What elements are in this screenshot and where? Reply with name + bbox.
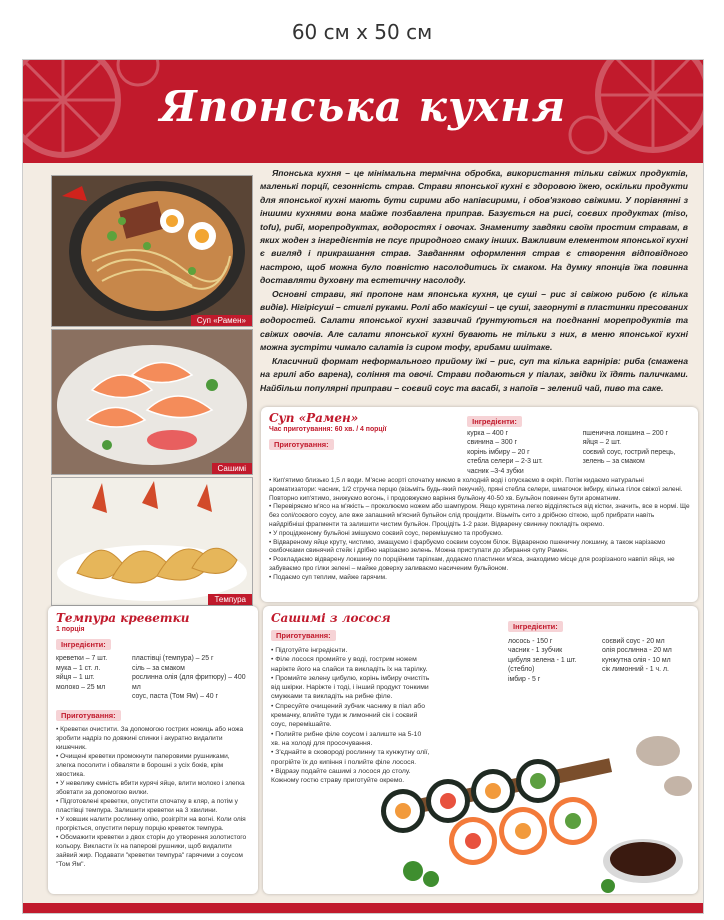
ingredient-item: сіль – за смаком <box>132 664 185 672</box>
ingredient-item: свинина – 300 г <box>467 439 517 447</box>
ingredient-item: мука – 1 ст. л. <box>56 664 101 672</box>
header-banner <box>23 60 703 163</box>
photo-label-tempura: Темпура <box>208 594 252 605</box>
ramen-prep-label: Приготування: <box>269 439 334 450</box>
intro-paragraph: Класичний формат неформального прийому їжі – рис, суп та кілька гарнірів: риба (смажена на грилі або варена), соління та овочі. Страви подаються у піалах, звідки їх їдять паличками. Найбільш популярні приправи – соєвий соус та васабі, з напоїв – зелений чай, пиво та саке. <box>260 355 688 393</box>
step-item: • Обсмажити креветки з двох сторін до утворення золотистого кольору. Викласти їх на паперові рушники, щоб видалити зайвий жир. Подавати "креветки темпура" гарячими з соусом "Том Ям". <box>56 834 247 869</box>
ingredient-item: імбир - 5 г <box>508 675 541 683</box>
ramen-title: Суп «Рамен» <box>269 411 359 425</box>
tempura-ing-label: Інгредієнти: <box>56 639 111 650</box>
tempura-prep-label: Приготування: <box>56 710 121 721</box>
photo-label-ramen: Суп «Рамен» <box>191 315 252 326</box>
photo-tempura <box>51 477 253 606</box>
ingredient-item: часник - 1 зубчик <box>508 647 563 655</box>
ramen-recipe-card <box>261 407 698 602</box>
ingredient-item: пшенична локшина – 200 г <box>582 430 668 437</box>
photo-sashimi <box>51 329 253 475</box>
ramen-time: Час приготування: 60 хв. / 4 порції <box>269 426 387 433</box>
poster <box>22 59 704 914</box>
poster-title: Японська кухня <box>159 82 567 131</box>
step-item: • У невелику ємність вбити курячі яйце, влити молоко і злегка збовтати за допомогою вилки. <box>56 780 245 797</box>
step-item: • Полийте рибне філе соусом і залиште на 5-10 хв. на холоді для просочування. <box>271 730 422 747</box>
tempura-ingredients <box>56 654 250 701</box>
ingredient-item: яйця – 2 шт. <box>582 439 622 447</box>
ramen-ingredients <box>467 429 690 476</box>
step-item: • Очищені креветки промокнути паперовими рушниками, злегка посолити і обваляти в борошні з усіх боків, крім хвостика. <box>56 753 230 779</box>
step-item: • Креветки очистити. За допомогою гострих ножиць або ножа зробити надріз по довжині спинки і акуратно видалити кишечник. <box>56 726 244 752</box>
sashimi-prep-label: Приготування: <box>271 630 336 641</box>
ingredient-item: кунжутна олія - 10 мл <box>602 656 671 664</box>
step-item: • З'єднайте в сковороді рослинну та кунжутну олії, прогрійте їх до кипіння і полийте філе лосося. <box>271 749 430 766</box>
sashimi-ingredients <box>508 637 688 684</box>
ingredient-item: стебла селери – 2-3 шт. <box>467 458 543 466</box>
ingredient-item: рослинна олія (для фритюру) – 400 мл <box>132 674 246 691</box>
ingredient-item: соєвий соус - 20 мл <box>602 638 665 645</box>
tempura-shrimp-image <box>52 478 252 605</box>
step-item: • У ковшик налити рослинну олію, розігріти на вогні. Коли олія прогріється, опустити першу порцію креветок темпура. <box>56 816 246 833</box>
sashimi-recipe-card <box>263 606 698 894</box>
ingredient-item: корінь імбиру – 20 г <box>467 448 530 456</box>
step-item: • Підготовлені креветки, опустити спочатку в кляр, а потім у пластівці темпура. Залишити креветки на 3 хвилини. <box>56 798 238 815</box>
ingredient-item: пластівці (темпура) – 25 г <box>132 655 214 663</box>
ingredient-item: лосось - 150 г <box>508 638 553 645</box>
step-item: • Перевіряємо м'ясо на м'якість – проколюємо ножем або шампуром. Якщо курятина легко відділяється від кістки, значить, все в нормі. Ще без солі/соєвого соусу, але вже запашний м'ясний бульйон слід процідити. Візьміть сито з дрібною сіткою, щоб прибрати навіть найдрібніші фрагменти та залишити чистим бульйон. Процідіть 1-2 рази. Відварену свинину покладіть окремо. <box>269 503 690 529</box>
intro-paragraph: Основні страви, які пропоне нам японська кухня, це суші – рис зі свіжою рибою (є кілька видів). Нігірісуші – стиглі руками. Ролі або макісуші – це суші, загорнуті в пластинки пресованих водоростей. Салати японської кухні зазвичай ґрунтуються на поєднанні морепродуктів та свіжих овочів. Але салати японської кухні бувають не тільки з них, в меню японської кухні можна зустріти чимало салатів із сиром тофу, грибами шиітаке. <box>260 288 688 353</box>
step-item: • Кип'ятимо близько 1,5 л води. М'ясне асорті спочатку миємо в холодній воді і опускаємо в окріп. Потім кидаємо натуральні ароматизатори: часник, 1/2 стручка перцю (візьміть будь-який пекучий), пряні стебла селери, шматочок імбиру, кілька гілок свіжої зелені. Повторно кип'ятимо, знижуємо вогонь, і продовжуємо варіння бульйону 40-50 хв. Бульйон повинен бути ароматним. <box>269 477 683 502</box>
tempura-recipe-card <box>48 606 258 894</box>
sashimi-ing-label: Інгредієнти: <box>508 621 563 632</box>
ingredient-item: сік лимонний - 1 ч. л. <box>602 666 669 674</box>
ingredient-item: соус, паста (Том Ям) – 40 г <box>132 693 218 701</box>
ingredient-item: яйця – 1 шт. <box>56 674 95 682</box>
ingredient-item: часник –3-4 зубки <box>467 467 524 475</box>
poster-size-label: 60 см х 50 см <box>291 20 433 44</box>
tempura-title: Темпура креветки <box>56 611 190 625</box>
step-item: • Промийте зелену цибулю, корінь імбиру очистіть від шкірки. Наріжте і тоді, і інший продукт тонкими смужками та викладіть на рибне філе. <box>271 674 430 701</box>
ingredient-item: креветки – 7 шт. <box>56 655 108 663</box>
step-item: • Підготуйте інгредієнти. <box>271 647 348 654</box>
photo-ramen <box>51 175 253 327</box>
intro-paragraph: Японська кухня – це мінімальна термічна обробка, використання тільки свіжих продуктів, маленькі порції, сезонність страв. Страви японської кухні є здоровою їжею, оскільки продукти для японської кухні мають бути сирими або напівсирими, і обов'язково свіжими. У порівнянні з іншими кухнями вона майже позбавлена приправ. Базується на рисі, соєвих продуктах (miso, tofu), рибі, морепродуктах, водоростях і овочах. Знамениту завдяки своїм простим стравам, в яких жоден з інгредієнтів не псує природного смаку інших. Важливим елементом японської кухні є вигляд і прикрашання страв. Завданням оформлення страв є створення відповідного настрою, щоб можна було повністю насолодитись їх смаком. На думку японців їжа повинна доставляти духовну та естетичну насолоду. <box>260 168 688 286</box>
footer-bar <box>23 903 703 913</box>
intro-text <box>260 167 688 395</box>
ingredient-item: цибуля зелена - 1 шт. (стебло) <box>508 656 577 674</box>
step-item: • Відразу подайте сашимі з лосося до столу. Кожному гостю страву приготуйте окремо. <box>271 767 411 785</box>
tempura-portion: 1 порція <box>56 626 85 633</box>
tempura-steps <box>56 725 250 869</box>
step-item: • У процідженому бульйоні змішуємо соєвий соус, перемішуємо та пробуємо. <box>269 529 503 537</box>
ingredient-item: соєвий соус, гострий перець, <box>582 448 676 456</box>
sashimi-plate-image <box>52 330 252 474</box>
photo-label-sashimi: Сашимі <box>212 463 252 474</box>
step-item: • Відвареному яйце круту, чистимо, змащуємо і фарбуємо соєвим соусом білок. Відвареною пшеничну локшину, а також нарізаємо скибочками свинячий стейк і дрібно нарізаємо зелень. Можна приступати до збирання супу Рамен. <box>269 538 666 555</box>
sashimi-title: Сашимі з лосося <box>271 611 391 625</box>
step-item: • Спресуйте очищений зубчик часнику в піал або кремачку, влийте туди ж лимонний сік і соєвий соус, перемішайте. <box>271 702 425 729</box>
step-item: • Розкладаємо відварену локшину по порційним тарілкам, додаємо пластинки м'яса, знаходимо місце для розрізаного навпіл яйця, не забуваємо про гілки зелені – майже доверху заливаємо насиченим бульйоном. <box>269 556 675 572</box>
ramen-steps <box>269 477 690 583</box>
ingredient-item: олія рослинна - 20 мл <box>602 647 672 655</box>
ramen-bowl-image <box>52 176 252 326</box>
ingredient-item: молоко – 25 мл <box>56 683 106 691</box>
ramen-ing-label: Інгредієнти: <box>467 416 522 427</box>
step-item: • Філе лосося промийте у воді, гострим ножем наріжте його на слайси та викладіть їх на тарілку. <box>271 656 428 673</box>
ingredient-item: курка – 400 г <box>467 430 509 437</box>
ingredient-item: зелень – за смаком <box>582 458 645 466</box>
sashimi-steps <box>271 646 431 785</box>
step-item: • Подаємо суп теплим, майже гарячим. <box>269 573 387 581</box>
